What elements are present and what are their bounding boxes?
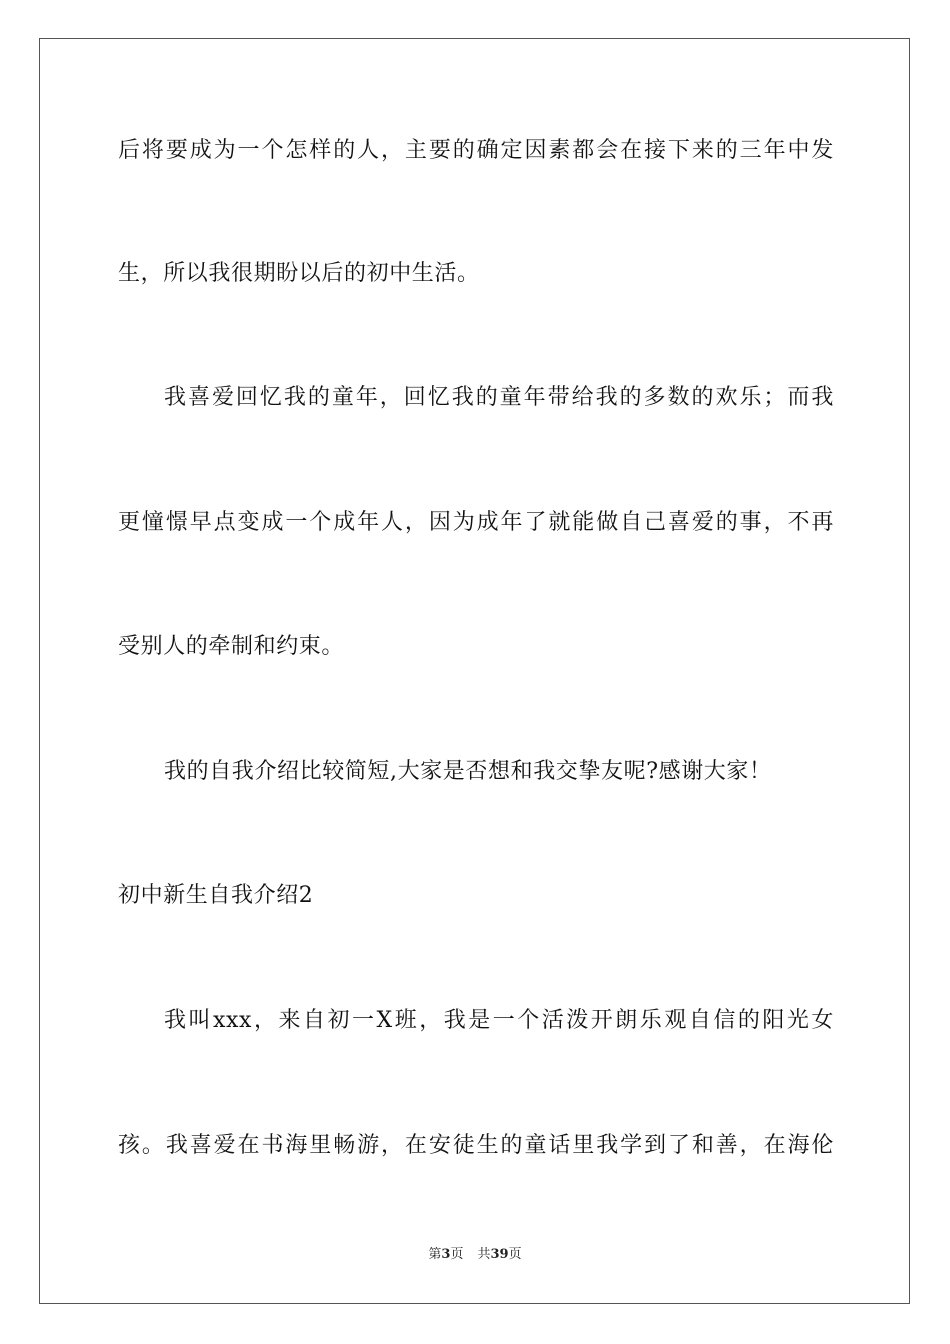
page-number: 3: [441, 1247, 451, 1262]
paragraph-line: 我叫xxx，来自初一X班，我是一个活泼开朗乐观自信的阳光女: [164, 1008, 834, 1033]
paragraph-line: 受别人的牵制和约束。: [118, 634, 345, 659]
page-prefix: 第: [428, 1247, 442, 1262]
paragraph-line: 后将要成为一个怎样的人，主要的确定因素都会在接下来的三年中发: [118, 138, 834, 163]
paragraph-line: 更憧憬早点变成一个成年人，因为成年了就能做自己喜爱的事，不再: [118, 510, 834, 535]
paragraph-line: 孩。我喜爱在书海里畅游，在安徒生的童话里我学到了和善，在海伦: [118, 1133, 834, 1158]
total-prefix: 共: [477, 1247, 491, 1262]
paragraph-line: 生，所以我很期盼以后的初中生活。: [118, 261, 480, 286]
page-border: [39, 38, 910, 1304]
paragraph-line: 我喜爱回忆我的童年，回忆我的童年带给我的多数的欢乐；而我: [164, 385, 834, 410]
section-heading: 初中新生自我介绍2: [118, 883, 314, 908]
total-suffix: 页: [508, 1247, 522, 1262]
paragraph-line: 我的自我介绍比较简短,大家是否想和我交挚友呢?感谢大家！: [164, 759, 772, 784]
page-suffix: 页: [450, 1247, 464, 1262]
page-footer: [0, 1246, 950, 1264]
total-pages: 39: [490, 1247, 509, 1262]
